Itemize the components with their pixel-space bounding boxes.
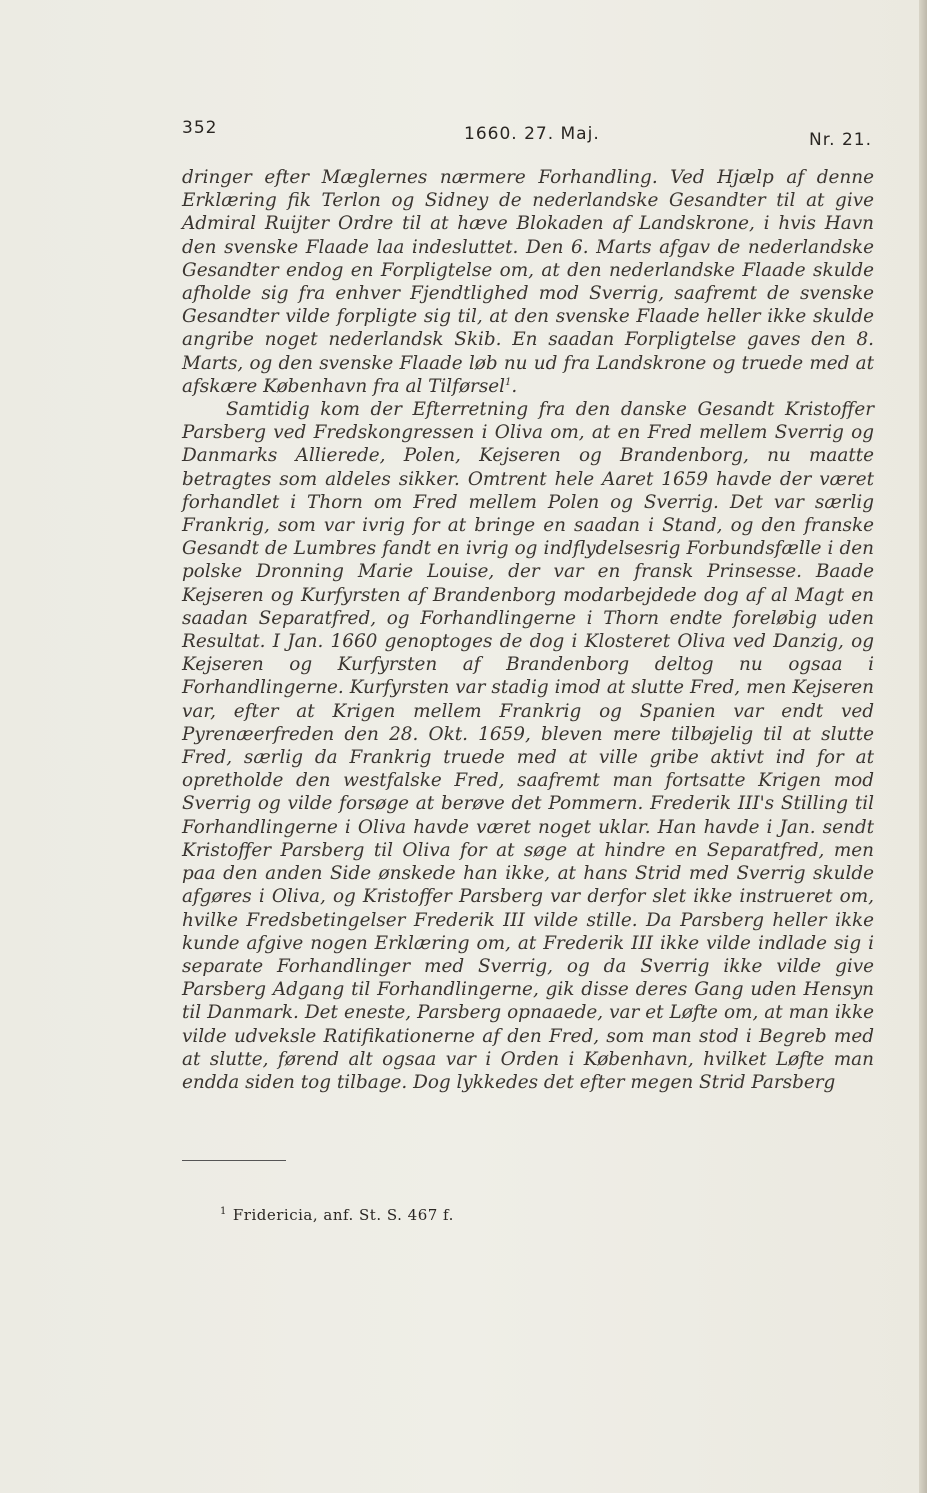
document-number: Nr. 21. xyxy=(809,130,872,150)
page-header xyxy=(182,118,872,150)
paragraph-text: dringer efter Mæglernes nærmere Forhandling. Ved Hjælp af denne Erklæring fik Terlon og Sidney de nederlandske Gesandter til at give Admiral Ruijter Ordre til at hæve Blokaden af Landskrone, i hvis Havn den svenske Flaade laa indesluttet. Den 6. Marts afgav de nederlandske Gesandter endog en Forpligtelse om, at den nederlandske Flaade skulde afholde sig fra enhver Fjendtlighed mod Sverrig, saafremt de svenske Gesandter vilde forpligte sig til, at den svenske Flaade heller ikke skulde angribe noget nederlandsk Skib. En saadan Forpligtelse gaves den 8. Marts, og den svenske Flaade løb nu ud fra Landskrone og truede med at afskære København fra al Tilførsel xyxy=(182,167,874,397)
footnote xyxy=(220,1206,454,1224)
paragraph xyxy=(182,166,874,398)
paragraph xyxy=(182,398,874,1094)
paragraph-text: Samtidig kom der Efterretning fra den danske Gesandt Kristoffer Parsberg ved Fredskongressen i Oliva om, at en Fred mellem Sverrig og Danmarks Allierede, Polen, Kejseren og Brandenborg, nu maatte betragtes som aldeles sikker. Omtrent hele Aaret 1659 havde der været forhandlet i Thorn om Fred mellem Polen og Sverrig. Det var særlig Frankrig, som var ivrig for at bringe en saadan i Stand, og den franske Gesandt de Lumbres fandt en ivrig og indflydelsesrig Forbundsfælle i den polske Dronning Marie Louise, der var en fransk Prinsesse. Baade Kejseren og Kurfyrsten af Brandenborg modarbejdede dog af al Magt en saadan Separatfred, og Forhandlingerne i Thorn endte foreløbig uden Resultat. I Jan. 1660 genoptoges de dog i Klosteret Oliva ved Danzig, og Kejseren og Kurfyrsten af Brandenborg deltog nu ogsaa i Forhandlingerne. Kurfyrsten var stadig imod at slutte Fred, men Kejseren var, efter at Krigen mellem Frankrig og Spanien var endt ved Pyrenæerfreden den 28. Okt. 1659, bleven mere tilbøjelig til at slutte Fred, særlig da Frankrig truede med at ville gribe aktivt ind for at opretholde den westfalske Fred, saafremt man fortsatte Krigen mod Sverrig og vilde forsøge at berøve det Pommern. Frederik III's Stilling til Forhandlingerne i Oliva havde været noget uklar. Han havde i Jan. sendt Kristoffer Parsberg til Oliva for at søge at hindre en Separatfred, men paa den anden Side ønskede han ikke, at hans Strid med Sverrig skulde afgøres i Oliva, og Kristoffer Parsberg var derfor slet ikke instrueret om, hvilke Fredsbetingelser Frederik III vilde stille. Da Parsberg heller ikke kunde afgive nogen Erklæring om, at Frederik III ikke vilde indlade sig i separate Forhandlinger med Sverrig, og da Sverrig ikke vilde give Parsberg Adgang til Forhandlingerne, gik disse deres Gang uden Hensyn til Danmark. Det eneste, Parsberg opnaaede, var et Løfte om, at man ikke vilde udveksle Ratifikationerne af den Fred, som man stod i Begreb med at slutte, førend alt ogsaa var i Orden i København, hvilket Løfte man endda siden tog tilbage. Dog lykkedes det efter megen Strid Parsberg xyxy=(182,399,874,1093)
footnote-mark: 1 xyxy=(220,1206,227,1217)
footnote-text: Fridericia, anf. St. S. 467 f. xyxy=(232,1206,454,1224)
header-date: 1660. 27. Maj. xyxy=(464,124,600,144)
paragraph-end: . xyxy=(511,375,518,397)
footnote-reference[interactable]: 1 xyxy=(505,376,512,388)
page-edge xyxy=(919,0,927,1493)
page-number: 352 xyxy=(182,118,218,138)
footnote-divider xyxy=(182,1160,286,1161)
body-text xyxy=(182,166,874,1094)
